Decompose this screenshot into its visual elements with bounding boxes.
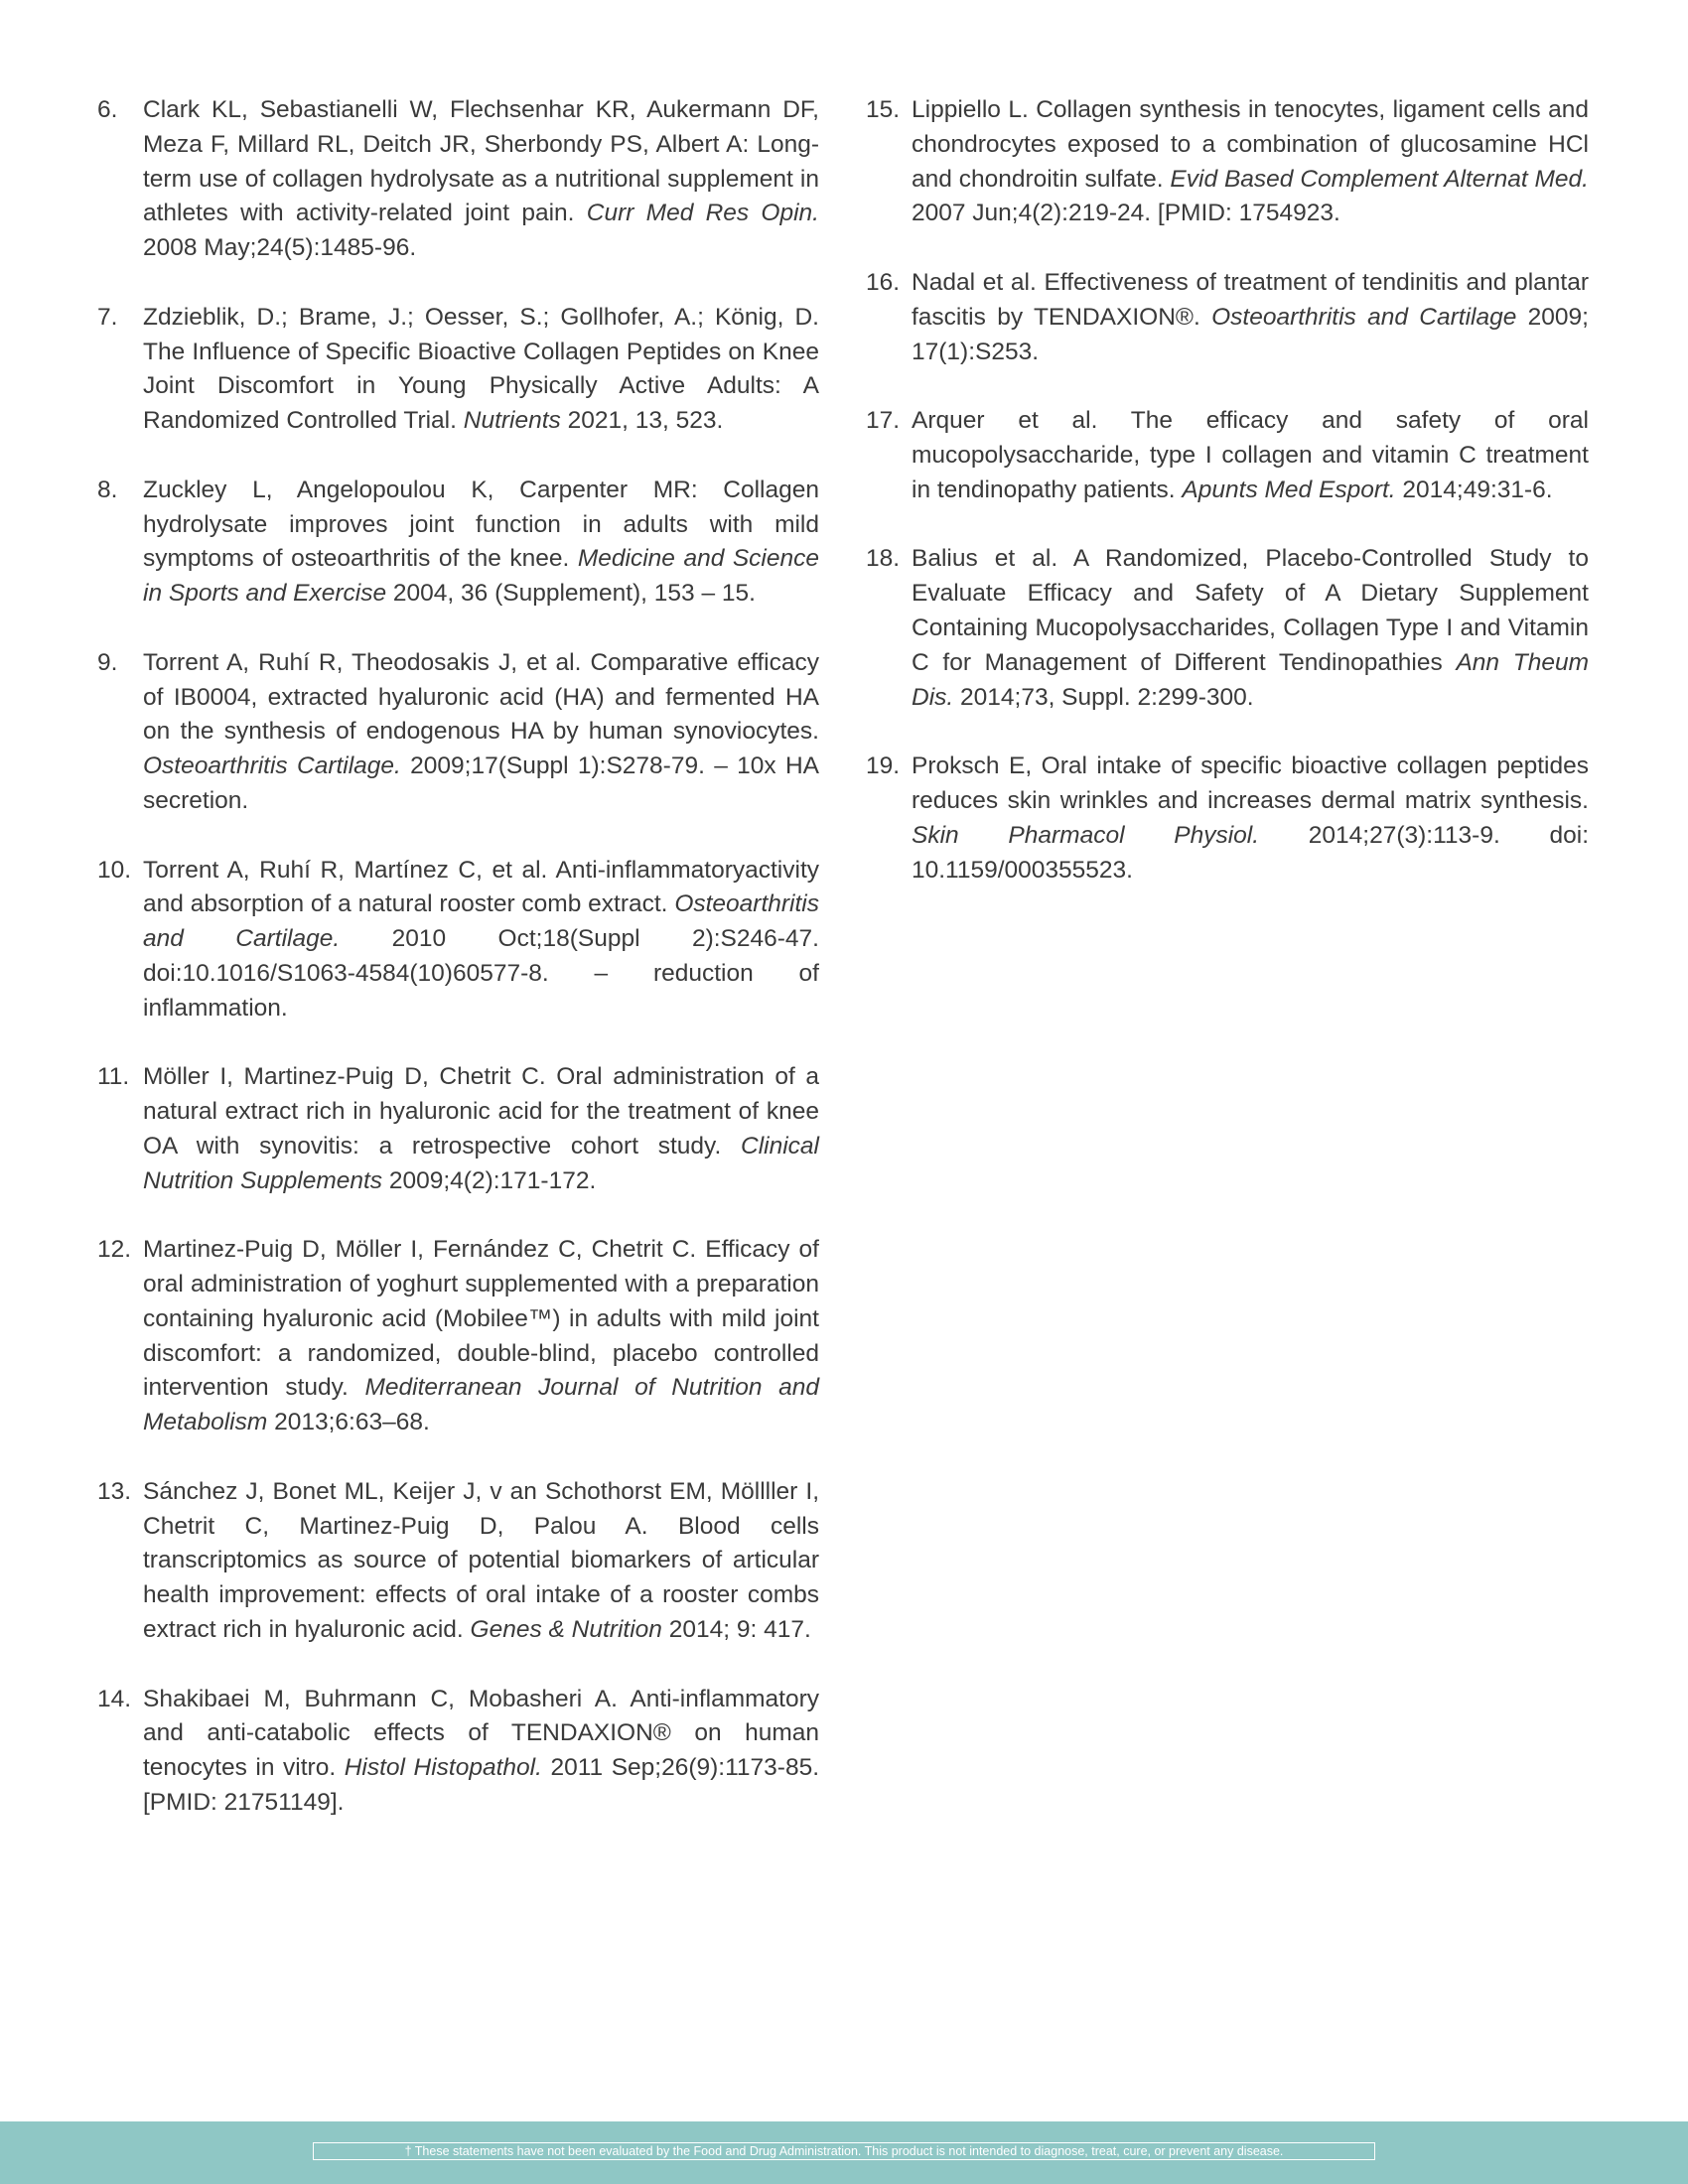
- reference-number: 10.: [97, 856, 132, 884]
- reference-text: [912, 752, 1589, 883]
- reference-text-part: Proksch E, Oral intake of specific bioactive collagen peptides reduces skin wrinkles and increases dermal matrix synthesis.: [912, 752, 1589, 814]
- reference-item: [97, 854, 819, 1026]
- reference-text-part: Zdzieblik, D.; Brame, J.; Oesser, S.; Gollhofer, A.; König, D. The Influence of Specific Bioactive Collagen Peptides on Knee Joint Discomfort in Young Physically Active Adults: A Randomized Controlled Trial.: [143, 303, 819, 435]
- reference-text: [143, 96, 819, 261]
- reference-text: [912, 545, 1589, 710]
- reference-number: 12.: [97, 1236, 132, 1264]
- reference-item: [97, 1683, 819, 1821]
- reference-text-part: Sánchez J, Bonet ML, Keijer J, v an Schothorst EM, Möllller I, Chetrit C, Martinez-Puig D, Palou A. Blood cells transcriptomics as source of potential biomarkers of articular health improvement: effects of oral intake of a rooster combs extract rich in hyaluronic acid.: [143, 1477, 819, 1644]
- reference-number: 9.: [97, 648, 118, 676]
- journal-name: Mediterranean Journal of Nutrition and Metabolism: [143, 1374, 819, 1436]
- reference-number: 15.: [866, 96, 901, 123]
- reference-item: [866, 93, 1589, 231]
- reference-item: [97, 1475, 819, 1648]
- reference-text-part: 2014;49:31-6.: [1395, 476, 1553, 503]
- journal-name: Histol Histopathol.: [344, 1754, 542, 1782]
- reference-text: [912, 407, 1589, 503]
- fda-disclaimer: † These statements have not been evaluated by the Food and Drug Administration. This product is not intended to diagnose, treat, cure, or prevent any disease.: [313, 2142, 1375, 2160]
- reference-text-part: 2009;17(Suppl 1):S278-79. – 10x HA secretion.: [143, 752, 819, 814]
- reference-text-part: Lippiello L. Collagen synthesis in tenocytes, ligament cells and chondrocytes exposed to a combination of glucosamine HCl and chondroitin sulfate.: [912, 96, 1589, 193]
- reference-text-part: 2013;6:63–68.: [267, 1409, 430, 1436]
- references-left-column: [97, 93, 819, 1855]
- reference-item: [97, 301, 819, 439]
- reference-text-part: Martinez-Puig D, Möller I, Fernández C, Chetrit C. Efficacy of oral administration of yoghurt supplemented with a preparation containing hyaluronic acid (Mobilee™) in adults with mild joint discomfort: a randomized, double-blind, placebo controlled intervention study.: [143, 1236, 819, 1402]
- journal-name: Medicine and Science in Sports and Exercise: [143, 545, 820, 608]
- footer-band: [0, 2121, 1688, 2184]
- reference-number: 7.: [97, 303, 118, 331]
- journal-name: Nutrients: [463, 407, 561, 435]
- reference-text: [143, 1063, 819, 1193]
- reference-number: 18.: [866, 545, 901, 573]
- reference-text-part: 2007 Jun;4(2):219-24. [PMID: 1754923.: [912, 200, 1340, 227]
- reference-text: [912, 269, 1589, 365]
- reference-text-part: 2014;27(3):113-9. doi: 10.1159/000355523.: [912, 821, 1589, 884]
- reference-text-part: 2009;4(2):171-172.: [382, 1166, 597, 1194]
- reference-text-part: Nadal et al. Effectiveness of treatment of tendinitis and plantar fascitis by TENDAXION®.: [912, 268, 1589, 331]
- journal-name: Ann Theum Dis.: [912, 648, 1589, 711]
- journal-name: Osteoarthritis Cartilage.: [143, 752, 401, 780]
- reference-number: 13.: [97, 1477, 132, 1505]
- reference-text: [143, 649, 819, 814]
- journal-name: Osteoarthritis and Cartilage.: [143, 890, 819, 953]
- reference-item: [97, 1233, 819, 1440]
- reference-text-part: Zuckley L, Angelopoulou K, Carpenter MR: Collagen hydrolysate improves joint function in adults with mild symptoms of osteoarthritis of the knee.: [143, 476, 819, 573]
- reference-text-part: 2010 Oct;18(Suppl 2):S246-47. doi:10.1016/S1063-4584(10)60577-8. – reduction of inflammation.: [143, 925, 819, 1022]
- reference-item: [97, 646, 819, 819]
- journal-name: Curr Med Res Opin.: [586, 200, 819, 227]
- reference-text: [143, 1478, 819, 1643]
- reference-text: [912, 96, 1589, 226]
- journal-name: Apunts Med Esport.: [1182, 476, 1396, 503]
- references-right-column: [866, 93, 1589, 922]
- reference-text-part: 2009; 17(1):S253.: [912, 303, 1589, 365]
- reference-text-part: Shakibaei M, Buhrmann C, Mobasheri A. Anti-inflammatory and anti-catabolic effects of TENDAXION® on human tenocytes in vitro.: [143, 1685, 819, 1782]
- reference-text-part: Clark KL, Sebastianelli W, Flechsenhar KR, Aukermann DF, Meza F, Millard RL, Deitch JR, Sherbondy PS, Albert A: Long-term use of collagen hydrolysate as a nutritional supplement in athletes with activity-related joint pain.: [143, 96, 819, 227]
- reference-text-part: 2008 May;24(5):1485-96.: [143, 234, 417, 262]
- reference-item: [866, 750, 1589, 887]
- reference-text-part: 2021, 13, 523.: [560, 407, 724, 435]
- reference-number: 16.: [866, 268, 901, 296]
- reference-item: [866, 404, 1589, 507]
- reference-item: [866, 266, 1589, 369]
- reference-item: [97, 1060, 819, 1198]
- journal-name: Clinical Nutrition Supplements: [143, 1132, 819, 1194]
- reference-text: [143, 304, 819, 434]
- reference-text: [143, 477, 819, 607]
- reference-number: 14.: [97, 1685, 132, 1712]
- reference-text-part: Arquer et al. The efficacy and safety of oral mucopolysaccharide, type I collagen and vitamin C treatment in tendinopathy patients.: [912, 407, 1589, 503]
- reference-item: [97, 474, 819, 612]
- reference-text-part: 2004, 36 (Supplement), 153 – 15.: [386, 580, 756, 608]
- reference-number: 17.: [866, 407, 901, 435]
- journal-name: Genes & Nutrition: [470, 1616, 662, 1644]
- reference-item: [866, 542, 1589, 715]
- journal-name: Osteoarthritis and Cartilage: [1211, 303, 1517, 331]
- reference-text-part: 2014; 9: 417.: [661, 1616, 811, 1644]
- reference-text-part: 2011 Sep;26(9):1173-85. [PMID: 21751149].: [143, 1754, 820, 1817]
- reference-number: 6.: [97, 96, 118, 123]
- reference-number: 11.: [97, 1063, 130, 1091]
- reference-text: [143, 857, 819, 1022]
- journal-name: Evid Based Complement Alternat Med.: [1170, 165, 1589, 193]
- reference-text-part: Möller I, Martinez-Puig D, Chetrit C. Oral administration of a natural extract rich in hyaluronic acid for the treatment of knee OA with synovitis: a retrospective cohort study.: [143, 1063, 819, 1160]
- reference-text-part: Balius et al. A Randomized, Placebo-Controlled Study to Evaluate Efficacy and Safety of A Dietary Supplement Containing Mucopolysaccharides, Collagen Type I and Vitamin C for Management of Different Tendinopathies: [912, 545, 1589, 676]
- reference-text: [143, 1236, 819, 1435]
- reference-text-part: Torrent A, Ruhí R, Theodosakis J, et al. Comparative efficacy of IB0004, extracted hyaluronic acid (HA) and fermented HA on the synthesis of endogenous HA by human synoviocytes.: [143, 648, 819, 746]
- reference-text-part: 2014;73, Suppl. 2:299-300.: [953, 683, 1254, 711]
- reference-number: 8.: [97, 476, 118, 503]
- reference-text: [143, 1686, 819, 1816]
- reference-number: 19.: [866, 752, 901, 780]
- journal-name: Skin Pharmacol Physiol.: [912, 821, 1260, 849]
- reference-text-part: Torrent A, Ruhí R, Martínez C, et al. Anti-inflammatoryactivity and absorption of a natural rooster comb extract.: [143, 856, 819, 918]
- reference-item: [97, 93, 819, 266]
